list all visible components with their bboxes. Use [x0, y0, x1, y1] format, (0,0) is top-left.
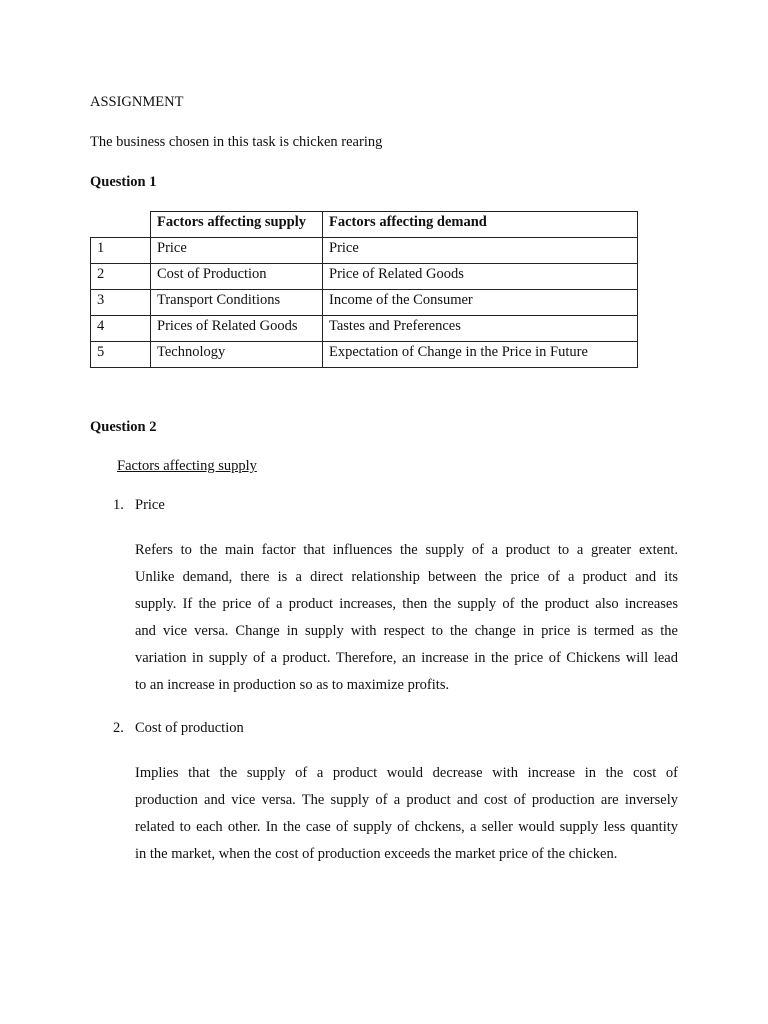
paragraph-line: Refers to the main factor that influences the supply of a product to a greater extent.	[135, 542, 678, 558]
demand-factor: Expectation of Change in the Price in Future	[323, 342, 638, 368]
paragraph-line: supply. If the price of a product increases, then the supply of the product also increases	[135, 596, 678, 612]
table-header-demand: Factors affecting demand	[323, 212, 638, 238]
demand-factor: Tastes and Preferences	[323, 316, 638, 342]
list-item-cost-of-production	[113, 719, 244, 737]
question-1-title: Question 1	[90, 174, 157, 190]
row-number: 5	[91, 342, 151, 368]
table-header-row	[91, 212, 638, 238]
paragraph-line: Implies that the supply of a product would decrease with increase in the cost of	[135, 765, 678, 781]
paragraph-line: and vice versa. Change in supply with respect to the change in price is termed as the	[135, 623, 678, 639]
intro-text: The business chosen in this task is chicken rearing	[90, 134, 383, 150]
row-number: 1	[91, 238, 151, 264]
table-header-supply: Factors affecting supply	[151, 212, 323, 238]
paragraph-line: related to each other. In the case of supply of chckens, a seller would supply less quantity	[135, 819, 678, 835]
supply-factor: Technology	[151, 342, 323, 368]
paragraph-line: Unlike demand, there is a direct relationship between the price of a product and its	[135, 569, 678, 585]
list-item-title: Price	[135, 497, 165, 513]
paragraph-line: production and vice versa. The supply of a product and cost of production are inversely	[135, 792, 678, 808]
supply-factor: Transport Conditions	[151, 290, 323, 316]
paragraph-line: to an increase in production so as to maximize profits.	[135, 677, 450, 693]
factors-table	[90, 211, 638, 368]
price-paragraph	[135, 537, 678, 699]
list-item-price	[113, 496, 165, 514]
supply-factor: Prices of Related Goods	[151, 316, 323, 342]
row-number: 2	[91, 264, 151, 290]
list-number: 2.	[113, 720, 124, 736]
list-number: 1.	[113, 497, 124, 513]
paragraph-line: in the market, when the cost of production exceeds the market price of the chicken.	[135, 846, 618, 862]
list-item-title: Cost of production	[135, 720, 244, 736]
table-row	[91, 290, 638, 316]
table-row	[91, 316, 638, 342]
demand-factor: Price	[323, 238, 638, 264]
table-row	[91, 264, 638, 290]
document-heading: ASSIGNMENT	[90, 94, 184, 110]
table-header-blank	[91, 212, 151, 238]
demand-factor: Price of Related Goods	[323, 264, 638, 290]
supply-factor: Cost of Production	[151, 264, 323, 290]
table-row	[91, 238, 638, 264]
supply-factors-subheading: Factors affecting supply	[117, 458, 257, 474]
paragraph-line: variation in supply of a product. Therefore, an increase in the price of Chickens will lead	[135, 650, 678, 666]
table-row	[91, 342, 638, 368]
supply-factor: Price	[151, 238, 323, 264]
demand-factor: Income of the Consumer	[323, 290, 638, 316]
row-number: 4	[91, 316, 151, 342]
cost-of-production-paragraph	[135, 760, 678, 868]
question-2-title: Question 2	[90, 419, 157, 435]
row-number: 3	[91, 290, 151, 316]
